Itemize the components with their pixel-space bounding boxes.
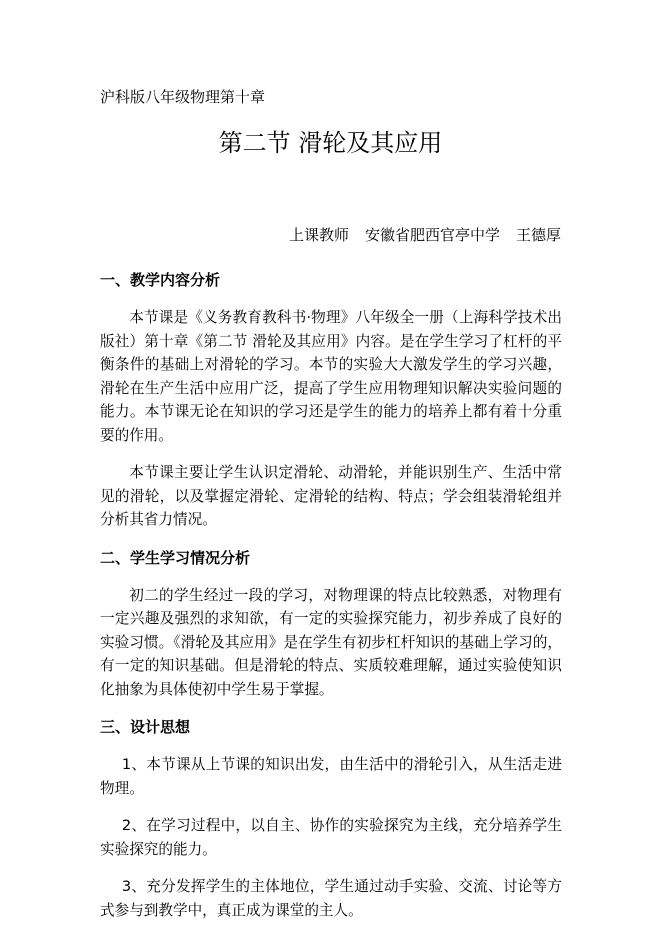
lesson-title: 第二节 滑轮及其应用 [218,129,443,157]
paragraph: 本节课主要让学生认识定滑轮、动滑轮，并能识别生产、生活中常见的滑轮，以及掌握定滑轮、定滑轮的结构、特点；学会组装滑轮组并分析其省力情况。 [100,464,562,528]
list-item: 1、本节课从上节课的知识出发，由生活中的滑轮引入，从生活走进物理。 [100,756,562,797]
section-content-analysis [100,268,562,532]
author-school: 安徽省肥西官亭中学 [364,226,500,244]
section-design-ideas [100,715,562,922]
section-heading: 二、学生学习情况分析 [100,548,251,567]
section-heading: 一、教学内容分析 [100,271,221,289]
paragraph: 初二的学生经过一段的学习，对物理课的特点比较熟悉，对物理有一定兴趣及强烈的求知欲，有一定的实验探究能力，初步养成了良好的实验习惯。《滑轮及其应用》是在学生有初步杠杆知识的基础上学习的，有一定的知识基础。但是滑轮的特点、实质较难理解，通过实验使知识化抽象为具体使初中学生易于掌握。 [100,586,562,698]
author-name: 王德厚 [515,226,561,244]
document-body [100,268,562,936]
author-role: 上课教师 [288,226,349,244]
paragraph: 本节课是《义务教育教科书·物理》八年级全一册（上海科学技术出版社）第十章《第二节 滑轮及其应用》内容。是在学生学习了杠杆的平衡条件的基础上对滑轮的学习。本节的实验大大激发学生的学习兴趣，滑轮在生产生活中应用广泛，提高了学生应用物理知识解决实验问题的能力。本节课无论在知识的学习还是学生的能力的培养上都有着十分重要的作用。 [100,309,562,444]
book-chapter-header: 沪科版八年级物理第十章 [100,88,266,106]
section-student-analysis [100,546,562,702]
author-line [289,224,561,246]
list-item: 2、在学习过程中，以自主、协作的实验探究为主线，充分培养学生实验探究的能力。 [100,817,562,858]
section-heading: 三、设计思想 [100,718,191,736]
list-item: 3、充分发挥学生的主体地位，学生通过动手实验、交流、讨论等方式参与到教学中，真正成为课堂的主人。 [100,878,562,919]
